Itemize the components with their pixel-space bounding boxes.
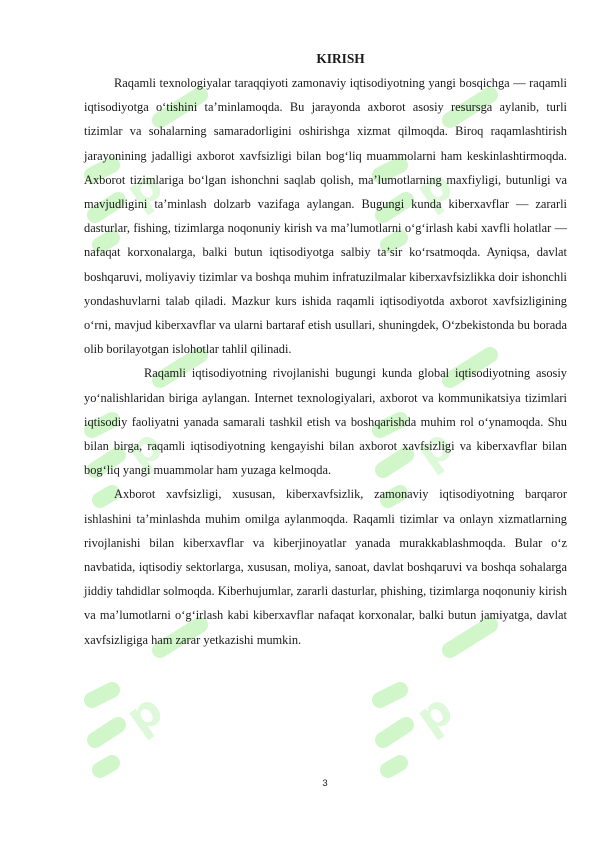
paragraph-2: Raqamli iqtisodiyotning rivojlanishi bugungi kunda global iqtisodiyotning asosiy yo‘nalishlaridan biriga aylangan. Internet texnologiyalari, axborot va kommunikatsiya tizimlari iqtisodiy faoliyatni yanada samarali tashkil etish va boshqarishda muhim rol o‘ynamoqda. Shu bilan birga, raqamli iqtisodiyotning kengayishi bilan axborot xavfsizligi va kiberxavflar bilan bog‘liq yangi muammolar ham yuzaga kelmoqda. (84, 366, 567, 478)
document-page (84, 47, 567, 652)
watermark-glyph-2: p (407, 159, 463, 220)
document-title: KIRISH (316, 51, 365, 66)
watermark-glyph-4: p (407, 419, 463, 480)
watermark-glyph-3: p (117, 419, 173, 480)
watermark-glyph-6: p (407, 684, 463, 745)
watermark-glyph-1: p (117, 159, 173, 220)
watermark-glyph-5: p (117, 684, 173, 745)
watermark-mark-5 (92, 690, 118, 770)
watermark-mark-11 (380, 690, 406, 770)
page-number: 3 (322, 778, 328, 789)
paragraph-1: Raqamli texnologiyalar taraqqiyoti zamonaviy iqtisodiyotning yangi bosqichga — raqamli iqtisodiyotga o‘tishini ta’minlamoqda. Bu jarayonda axborot asosiy resursga aylanib, turli tizimlar va sohalarning samaradorligini oshirishga xizmat qilmoqda. Biroq raqamlashtirish jarayonining jadalligi axborot xavfsizligi bilan bog‘liq muammolarni ham keskinlashtirmoqda. Axborot tizimlariga bo‘lgan ishonchni saqlab qolish, ma’lumotlarning maxfiyligi, butunligi va mavjudligini ta’minlash dolzarb vazifaga aylangan. Bugungi kunda kiberxavflar — zararli dasturlar, fishing, tizimlarga noqonuniy kirish va ma’lumotlarni o‘g‘irlash kabi xavfli holatlar — nafaqat korxonalarga, balki butun iqtisodiyotga salbiy ta’sir ko‘rsatmoqda. Ayniqsa, davlat boshqaruvi, moliyaviy tizimlar va boshqa muhim infratuzilmalar kiberxavfsizlikka doir ishonchli yondashuvlarni talab qiladi. Mazkur kurs ishida raqamli iqtisodiyotda axborot xavfsizligining o‘rni, mavjud kiberxavflar va ularni bartaraf etish usullari, shuningdek, O‘zbekistonda bu borada olib borilayotgan islohotlar tahlil qilinadi. (84, 76, 567, 357)
paragraph-3: Axborot xavfsizligi, xususan, kiberxavfsizlik, zamonaviy iqtisodiyotning barqaror ishlashini ta’minlashda muhim omilga aylanmoqda. Raqamli tizimlar va onlayn xizmatlarning rivojlanishi bilan kiberxavflar va kiberjinoyatlar yanada murakkablashmoqda. Bular o‘z navbatida, iqtisodiy sektorlarga, xususan, moliya, sanoat, davlat boshqaruvi va boshqa sohalarga jiddiy tahdidlar solmoqda. Kiberhujumlar, zararli dasturlar, phishing, tizimlarga noqonuniy kirish va ma’lumotlarni o‘g‘irlash kabi kiberxavflar nafaqat korxonalar, balki butun jamiyatga, davlat xavfsizligiga ham zarar yetkazishi mumkin. (84, 487, 567, 647)
